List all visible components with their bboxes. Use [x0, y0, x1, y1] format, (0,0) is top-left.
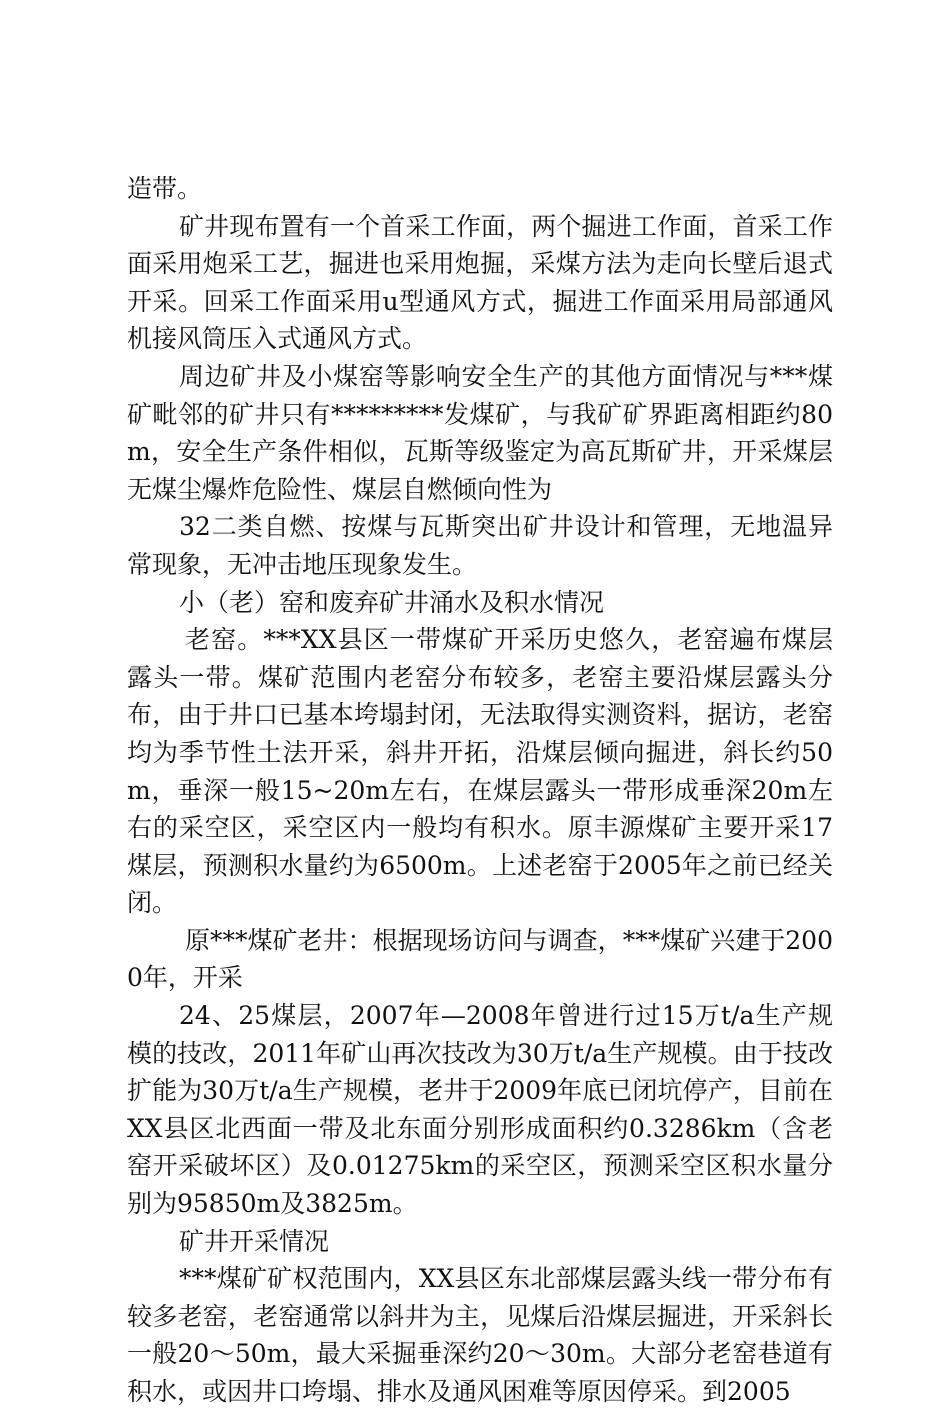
paragraph-mining-rights: ***煤矿矿权范围内，XX县区东北部煤层露头线一带分布有较多老窑，老窑通常以斜井为主，见煤后沿煤层掘进，开采斜长一般20～50m，最大采掘垂深约20～30m。大部分老窑巷道有积水，或因井口垮塌、排水及通风困难等原因停采。到2005: [127, 1264, 833, 1406]
paragraph-technical-renovation: 24、25煤层，2007年—2008年曾进行过15万t/a生产规模的技改，2011年矿山再次技改为30万t/a生产规模。由于技改扩能为30万t/a生产规模，老井于2009年底已闭坑停产，目前在XX县区北西面一带及北东面分别形成面积约0.3286km（含老窑开采破坏区）及0.01275km的采空区，预测采空区积水量分别为95850m及3825m。: [127, 1001, 833, 1219]
paragraph-old-well: 原***煤矿老井：根据现场访问与调查，***煤矿兴建于2000年，开采: [127, 925, 833, 993]
paragraph-continuation: 造带。: [127, 174, 203, 203]
document-body: [127, 170, 833, 1411]
paragraph-old-kilns: 老窑。***XX县区一带煤矿开采历史悠久，老窑遍布煤层露头一带。煤矿范围内老窑分布较多，老窑主要沿煤层露头分布，由于井口已基本垮塌封闭，无法取得实测资料，据访，老窑均为季节性土法开采，斜井开拓，沿煤层倾向掘进，斜长约50m，垂深一般15~20m左右，在煤层露头一带形成垂深20m左右的采空区，采空区内一般均有积水。原丰源煤矿主要开采17煤层，预测积水量约为6500m。上述老窑于2005年之前已经关闭。: [127, 625, 833, 918]
section-heading-old-kilns: 小（老）窑和废弃矿井涌水及积水情况: [179, 587, 605, 617]
paragraph-surrounding-mines: 周边矿井及小煤窑等影响安全生产的其他方面情况与***煤矿毗邻的矿井只有*********发煤矿，与我矿矿界距离相距约80m，安全生产条件相似，瓦斯等级鉴定为高瓦斯矿井，开采煤层无煤尘爆炸危险性、煤层自燃倾向性为: [127, 361, 833, 504]
paragraph-mining-layout: 矿井现布置有一个首采工作面，两个掘进工作面，首采工作面采用炮采工艺，掘进也采用炮掘，采煤方法为走向长壁后退式开采。回采工作面采用u型通风方式，掘进工作面采用局部通风机接风筒压入式通风方式。: [127, 211, 833, 354]
paragraph-spontaneous-combustion: 32二类自燃、按煤与瓦斯突出矿井设计和管理，无地温异常现象，无冲击地压现象发生。: [127, 512, 833, 579]
section-heading-mining-status: 矿井开采情况: [179, 1226, 330, 1256]
